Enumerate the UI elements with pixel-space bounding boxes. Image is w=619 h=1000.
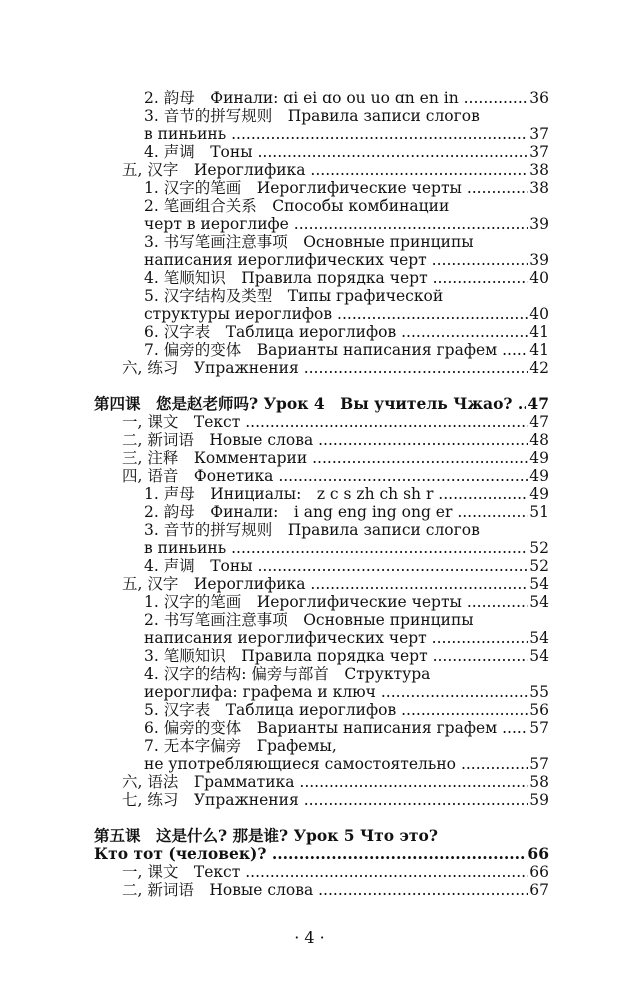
toc-entry-title: 第五课 这是什么? 那是谁? Урок 5 Что это?	[94, 826, 438, 845]
toc-entry-title: 7. 无本字偏旁 Графемы,	[144, 737, 337, 755]
toc-entry-title: иероглифа: графема и ключ .....	[144, 681, 528, 703]
toc-entry-page: 66	[529, 863, 549, 881]
toc-entry-title: в пиньинь .....	[144, 537, 528, 559]
toc-entry-title: 七, 练习 Упражнения .....	[122, 789, 528, 811]
toc-entry-page: 58	[529, 773, 549, 791]
toc-entry-page: 48	[529, 431, 549, 449]
toc-entry-page: 47	[529, 413, 549, 431]
toc-entry-page: 37	[529, 125, 549, 143]
toc-entry-title: 1. 声母 Инициалы: z c s zh ch sh r .....	[144, 483, 528, 505]
toc-entry-page: 38	[529, 179, 549, 197]
toc-entry-title: 5. 汉字结构及类型 Типы графической	[144, 287, 444, 305]
toc-entry-title: 2. 书写笔画注意事项 Основные принципы	[144, 611, 474, 629]
toc-entry	[122, 879, 549, 901]
toc-entry-page: 38	[529, 161, 549, 179]
toc-entry-page: 57	[529, 755, 549, 773]
toc-entry-title: не употребляющиеся самостоятельно .....	[144, 753, 528, 775]
toc-entry-title: 六, 语法 Грамматика .....	[122, 771, 528, 793]
toc-entry-title: структуры иероглифов .....	[144, 303, 528, 325]
toc-entry-title: 四, 语音 Фонетика .....	[122, 465, 528, 487]
toc-entry-title: 7. 偏旁的变体 Варианты написания графем .....	[144, 339, 528, 361]
toc-entry-title: 二, 新词语 Новые слова .....	[122, 429, 528, 451]
toc-entry-title: 2. 韵母 Финали: i ang eng ing ong er .....	[144, 501, 528, 523]
toc-entry-page: 40	[529, 305, 549, 323]
toc-entry-page: 41	[529, 323, 549, 341]
toc-entry-title: 1. 汉字的笔画 Иероглифические черты .....	[144, 177, 528, 199]
toc-entry-title: написания иероглифических черт .....	[144, 249, 528, 271]
toc-entry-title: 五, 汉字 Иероглифика .....	[122, 159, 528, 181]
toc-entry-title: 6. 汉字表 Таблица иероглифов .....	[144, 321, 528, 343]
toc-entry-title: 3. 笔顺知识 Правила порядка черт .....	[144, 645, 528, 667]
toc-entry-title: 1. 汉字的笔画 Иероглифические черты .....	[144, 591, 528, 613]
toc-entry-page: 52	[529, 539, 549, 557]
toc-entry-title: 第四课 您是赵老师吗? Урок 4 Вы учитель Чжао? .....	[94, 393, 526, 415]
toc-entry-page: 57	[529, 719, 549, 737]
toc-entry-page: 55	[529, 683, 549, 701]
toc-entry	[122, 357, 549, 379]
toc-entry-page: 49	[529, 485, 549, 503]
toc-entry-title: 4. 声调 Тоны .....	[144, 555, 528, 577]
toc-entry-title: 3. 书写笔画注意事项 Основные принципы	[144, 233, 474, 251]
toc-entry-title: 2. 韵母 Финали: ɑi ei ɑo ou uo ɑn en in .....	[144, 87, 528, 109]
toc-entry-page: 54	[529, 629, 549, 647]
toc-entry-page: 59	[529, 791, 549, 809]
toc-entry-title: 二, 新词语 Новые слова .....	[122, 879, 528, 901]
toc-entry-page: 36	[529, 89, 549, 107]
toc-entry	[122, 789, 549, 811]
toc-entry-page: 66	[527, 844, 549, 863]
toc-entry-page: 54	[529, 575, 549, 593]
toc-entry-title: 三, 注释 Комментарии .....	[122, 447, 528, 469]
toc-entry-title: в пиньинь .....	[144, 123, 528, 145]
toc-entry-title: 一, 课文 Текст .....	[122, 861, 528, 883]
toc-entry-title: 一, 课文 Текст .....	[122, 411, 528, 433]
toc-entry-page: 40	[529, 269, 549, 287]
toc-entry-page: 54	[529, 593, 549, 611]
toc-entry-page: 42	[529, 359, 549, 377]
toc-entry-page: 39	[529, 215, 549, 233]
toc-entry-title: 五, 汉字 Иероглифика .....	[122, 573, 528, 595]
toc-entry-page: 67	[529, 881, 549, 899]
toc-entry-page: 47	[527, 394, 549, 413]
toc-entry-page: 54	[529, 647, 549, 665]
toc-entry-title: Кто тот (человек)? .....	[94, 843, 526, 865]
toc-entry-page: 37	[529, 143, 549, 161]
toc-entry-title: 2. 笔画组合关系 Способы комбинации	[144, 197, 450, 215]
toc-entry-page: 51	[529, 503, 549, 521]
toc-entry-title: 5. 汉字表 Таблица иероглифов .....	[144, 699, 528, 721]
toc-entry-title: 3. 音节的拼写规则 Правила записи слогов	[144, 107, 480, 125]
toc-entry-title: 六, 练习 Упражнения .....	[122, 357, 528, 379]
toc-entry-title: написания иероглифических черт .....	[144, 627, 528, 649]
toc-entry-title: 4. 声调 Тоны .....	[144, 141, 528, 163]
toc-entry-title: 6. 偏旁的变体 Варианты написания графем .....	[144, 717, 528, 739]
toc-entry-title: 4. 笔顺知识 Правила порядка черт .....	[144, 267, 528, 289]
toc-entry-page: 49	[529, 467, 549, 485]
page-number: · 4 ·	[294, 928, 325, 947]
toc-entry-title: 3. 音节的拼写规则 Правила записи слогов	[144, 521, 480, 539]
toc-entry-page: 52	[529, 557, 549, 575]
toc-entry-title: 4. 汉字的结构: 偏旁与部首 Структура	[144, 665, 431, 683]
toc-entry-page: 49	[529, 449, 549, 467]
toc-entry-page: 56	[529, 701, 549, 719]
toc-entry-title: черт в иероглифе .....	[144, 213, 528, 235]
toc-entry-page: 39	[529, 251, 549, 269]
toc-entry-page: 41	[529, 341, 549, 359]
